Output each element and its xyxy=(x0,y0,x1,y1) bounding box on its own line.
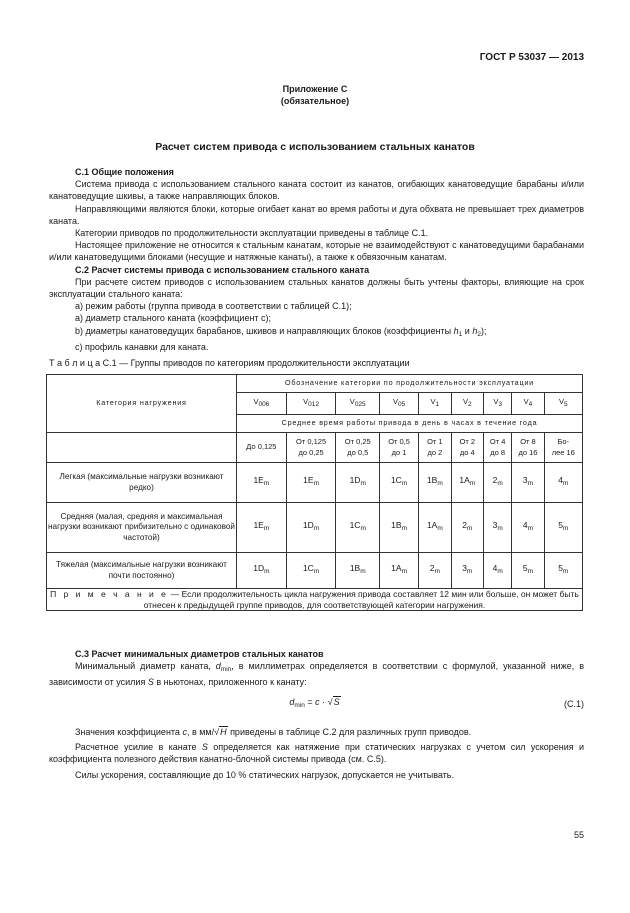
drive-group-sub: m xyxy=(562,480,569,488)
main-title: Расчет систем привода с использованием стальных канатов xyxy=(155,141,475,153)
drive-group-cell xyxy=(483,553,511,589)
c3-p2-a: Значения коэффициента xyxy=(75,727,183,737)
drive-group-sub: m xyxy=(313,480,319,488)
c2-item-c-pre: b) диаметры канатоведущих барабанов, шкивов и направляющих блоков (коэффициенты xyxy=(75,325,454,336)
load-category-label: Легкая (максимальные нагрузки возникают редко) xyxy=(47,463,237,503)
drive-group: 1B xyxy=(391,520,402,531)
drive-group-cell xyxy=(512,553,544,589)
hours-line-1: От 8 xyxy=(520,437,536,446)
drive-group-cell xyxy=(451,463,483,503)
drive-group-sub: m xyxy=(527,568,534,576)
drive-group: 3 xyxy=(462,563,467,574)
category-code-cell xyxy=(380,393,419,415)
hours-line-2: до 8 xyxy=(490,447,506,457)
drive-group: 1D xyxy=(302,520,314,531)
drive-group: 3 xyxy=(522,475,528,486)
table-row xyxy=(47,553,583,589)
s-symbol-2: S xyxy=(201,742,208,753)
drive-group-sub: m xyxy=(263,525,270,533)
formula-subscript: min xyxy=(294,702,305,709)
drive-group-cell xyxy=(451,553,483,589)
drive-group-cell xyxy=(336,553,380,589)
page-number: 55 xyxy=(573,830,584,840)
drive-group-cell xyxy=(419,503,451,553)
category-code-sub: 4 xyxy=(528,400,533,408)
drive-group: 1C xyxy=(302,563,314,574)
c3-paragraph-4: Силы ускорения, составляющие до 10 % статических нагрузок, допускается не учитывать. xyxy=(75,769,454,780)
hours-line-1: От 0,25 xyxy=(344,437,371,446)
drive-group: 1E xyxy=(303,475,314,486)
table-row xyxy=(47,503,583,553)
drive-group-sub: m xyxy=(437,525,443,533)
category-code-cell xyxy=(286,393,336,415)
h2-subscript: 2 xyxy=(477,330,481,338)
c2-item-c xyxy=(49,325,584,341)
drive-group-sub: m xyxy=(497,568,503,576)
drive-group-cell xyxy=(512,503,544,553)
drive-group: 1D xyxy=(253,563,265,574)
section-c2-heading: С.2 Расчет системы привода с использованием стального каната xyxy=(75,264,370,275)
hours-cell xyxy=(286,433,336,463)
table-caption xyxy=(49,358,410,368)
drive-group-sub: m xyxy=(437,480,443,488)
c2-item-c-post: ); xyxy=(480,325,487,336)
drive-group-sub: m xyxy=(263,480,270,488)
hours-line-1: От 1 xyxy=(427,437,443,446)
category-code-cell xyxy=(544,393,582,415)
c1-paragraph-4: Настоящее приложение не относится к стальным канатам, которые не взаимодействуют с канатоведущими барабанами и/или канатоведущими блоками (несущие и натяжные канаты), а также к обвязочным канатам. xyxy=(49,240,584,263)
formula-c1 xyxy=(0,697,630,709)
hours-line-1: От 4 xyxy=(489,437,506,446)
drive-group: 1B xyxy=(349,563,361,574)
hours-line-1: От 0,125 xyxy=(296,437,327,446)
drive-group-sub: m xyxy=(562,525,569,533)
drive-group-cell xyxy=(512,463,544,503)
c2-item-b: а) диаметр стального каната (коэффициент с); xyxy=(75,313,272,324)
c2-item-a: а) режим работы (группа привода в соответствии с таблицей С.1); xyxy=(75,301,352,312)
formula-equals: = xyxy=(304,697,316,707)
hours-line-1: До 0,125 xyxy=(246,442,277,452)
drive-group-cell xyxy=(451,503,483,553)
drive-group: 2 xyxy=(492,475,498,486)
c3-p2-d: приведены в таблице С.2 для различных групп приводов. xyxy=(227,727,472,737)
drive-group-cell xyxy=(237,553,287,589)
h2-symbol: h xyxy=(472,325,478,336)
drive-group: 1C xyxy=(390,475,402,486)
category-code-sub: 006 xyxy=(258,400,270,408)
section-c1 xyxy=(49,166,584,353)
drive-group-sub: m xyxy=(313,568,320,576)
drive-group: 5 xyxy=(522,563,528,574)
c1-paragraph-2: Направляющими являются блоки, которые огибает канат во время работы и дуга обхвата не превышает трех диаметров каната. xyxy=(49,203,584,226)
load-category-label: Тяжелая (максимальные нагрузки возникают почти постоянно) xyxy=(47,553,237,589)
c3-paragraph-1 xyxy=(49,660,584,688)
drive-group: 1A xyxy=(459,475,470,486)
drive-group-sub: m xyxy=(401,568,407,576)
drive-group-sub: m xyxy=(360,480,366,488)
category-code-sub: 05 xyxy=(397,400,406,408)
drive-group: 1B xyxy=(426,475,438,486)
h1-symbol: h xyxy=(453,325,459,336)
hours-line-2: до 0,25 xyxy=(298,447,324,457)
c2-item-d: с) профиль канавки для каната. xyxy=(75,341,209,352)
category-code-sub: 3 xyxy=(498,400,503,408)
drive-group-sub: m xyxy=(469,480,476,488)
c2-item-c-mid: и xyxy=(462,325,473,336)
formula-s: S xyxy=(333,697,340,707)
category-code: V xyxy=(430,396,436,406)
c3-p3-a: Расчетное усилие в канате xyxy=(75,742,202,753)
category-code-cell xyxy=(336,393,380,415)
c2-paragraph-1: При расчете систем приводов с использованием стальных канатов должны быть учтены факторы, влияющие на срок эксплуатации стального каната: xyxy=(49,276,584,300)
drive-group-cell xyxy=(237,463,287,503)
drive-group: 1E xyxy=(253,475,264,486)
formula-dot: · xyxy=(319,697,328,707)
hours-cell xyxy=(336,433,380,463)
hours-line-2: до 2 xyxy=(427,447,443,457)
drive-group: 4 xyxy=(522,520,528,531)
hours-line-2: до 0,5 xyxy=(347,447,369,457)
hours-cell xyxy=(380,433,419,463)
drive-group: 2 xyxy=(429,563,435,574)
s-symbol: S xyxy=(147,677,154,688)
category-code-cell xyxy=(483,393,511,415)
section-c3-cont xyxy=(49,726,584,781)
standard-number: ГОСТ Р 53037 — 2013 xyxy=(479,52,584,63)
drive-group-cell xyxy=(286,553,336,589)
note-prefix: П р и м е ч а н и е xyxy=(50,589,169,599)
category-code-cell xyxy=(512,393,544,415)
category-code: V xyxy=(392,396,398,406)
drive-groups-table xyxy=(46,374,583,611)
drive-group-sub: m xyxy=(401,480,408,488)
drive-group-sub: m xyxy=(527,525,534,533)
category-code: V xyxy=(349,396,355,406)
drive-group-cell xyxy=(380,463,419,503)
c3-p1-a: Минимальный диаметр каната, xyxy=(75,661,216,672)
category-code: V xyxy=(253,396,259,406)
drive-group: 5 xyxy=(558,520,563,531)
hours-cell xyxy=(544,433,582,463)
drive-group-sub: m xyxy=(360,568,366,576)
c-symbol: с xyxy=(182,727,187,737)
dmin-symbol: d xyxy=(215,661,221,672)
drive-group-sub: m xyxy=(497,480,503,488)
formula-d: d xyxy=(289,697,295,707)
hours-line-2: до 4 xyxy=(459,447,475,457)
drive-group-sub: m xyxy=(527,480,534,488)
formula-radical: √ xyxy=(327,697,333,707)
table-row xyxy=(47,463,583,503)
category-code-sub: 1 xyxy=(435,400,440,408)
c1-paragraph-1: Система привода с использованием стального каната состоит из канатов, огибающих канатоведущие барабаны и/или канатоведущие шкивы, а также направляющих блоков. xyxy=(49,179,584,202)
drive-group: 4 xyxy=(558,475,563,486)
drive-group-cell xyxy=(544,553,582,589)
category-code-sub: 012 xyxy=(308,400,320,408)
drive-group-cell xyxy=(336,503,380,553)
c1-paragraph-3: Категории приводов по продолжительности эксплуатации приведены в таблице С.1. xyxy=(75,228,429,239)
c3-p1-c: в ньютонах, приложенного к канату: xyxy=(153,677,307,688)
drive-group-cell xyxy=(380,553,419,589)
section-c3-heading: С.3 Расчет минимальных диаметров стальных канатов xyxy=(75,649,324,659)
drive-group-cell xyxy=(237,503,287,553)
table-note xyxy=(47,589,583,611)
category-code-sub: 025 xyxy=(354,400,366,408)
formula-number: (С.1) xyxy=(564,699,584,709)
drive-group-cell xyxy=(483,503,511,553)
c3-paragraph-2 xyxy=(49,726,584,738)
section-c3 xyxy=(49,648,584,689)
drive-group-cell xyxy=(286,463,336,503)
drive-group-sub: m xyxy=(562,568,569,576)
drive-group: 5 xyxy=(558,563,563,574)
category-code-sub: 2 xyxy=(467,400,472,408)
drive-group-cell xyxy=(380,503,419,553)
drive-group-sub: m xyxy=(466,568,473,576)
c3-paragraph-3 xyxy=(49,741,584,765)
h1-subscript: 1 xyxy=(458,330,463,338)
drive-group: 1E xyxy=(253,520,264,531)
hours-header: Среднее время работы привода в день в часах в течение года xyxy=(237,415,583,433)
hours-cell xyxy=(451,433,483,463)
hours-cell xyxy=(483,433,511,463)
hours-line-1: Бо- xyxy=(557,437,570,446)
drive-group-sub: m xyxy=(466,525,473,533)
dmin-subscript: min xyxy=(220,666,232,674)
category-code: V xyxy=(303,396,309,406)
group-header: Обозначение категории по продолжительности эксплуатации xyxy=(237,375,583,393)
drive-group: 1A xyxy=(391,563,402,574)
category-code-cell xyxy=(451,393,483,415)
drive-group-sub: m xyxy=(360,525,366,533)
hours-cell xyxy=(512,433,544,463)
c3-p2-b: , в мм/ xyxy=(186,727,215,737)
drive-group: 1D xyxy=(349,475,361,486)
drive-group-sub: m xyxy=(434,568,440,576)
hours-line-1: От 0,5 xyxy=(388,437,410,446)
c3-p1-b: , в миллиметрах определяется в соответствии с формулой, указанной ниже, в зависимости от усилия xyxy=(49,661,584,688)
c3-p3-b: определяется как натяжение при статических нагрузках с учетом сил ускорения и коэффициента полезного действия канатно-блочной системы привода (см. С.5). xyxy=(49,742,584,765)
category-code-sub: 5 xyxy=(563,400,568,408)
hours-line-2: лее 16 xyxy=(551,447,575,457)
formula-c: c xyxy=(315,697,320,707)
category-code: V xyxy=(523,396,529,406)
drive-group-sub: m xyxy=(313,525,320,533)
section-c1-heading: С.1 Общие положения xyxy=(75,167,174,177)
hours-cell xyxy=(419,433,451,463)
category-code-cell xyxy=(419,393,451,415)
category-code: V xyxy=(558,396,564,406)
hours-line-2: до 16 xyxy=(518,447,538,457)
drive-group-cell xyxy=(544,463,582,503)
drive-group: 1A xyxy=(426,520,438,531)
appendix-status: (обязательное) xyxy=(280,96,350,106)
drive-group-cell xyxy=(286,503,336,553)
hours-row-spacer xyxy=(47,433,237,463)
drive-group-sub: m xyxy=(264,568,270,576)
category-code: V xyxy=(462,396,468,406)
drive-group: 1C xyxy=(349,520,361,531)
category-code: V xyxy=(493,396,499,406)
category-code-cell xyxy=(237,393,287,415)
drive-group-cell xyxy=(336,463,380,503)
load-category-label: Средняя (малая, средняя и максимальная нагрузки возникают прибизительно с одинаковой частотой) xyxy=(47,503,237,553)
drive-group: 3 xyxy=(492,520,498,531)
drive-group: 2 xyxy=(462,520,467,531)
drive-group-cell xyxy=(544,503,582,553)
drive-group-cell xyxy=(419,553,451,589)
note-text: — Если продолжительность цикла нагружения привода составляет 12 мин или больше, он может быть отнесен к предыдущей группе приводов, для соответствующей категории нагружения. xyxy=(143,589,579,610)
drive-group: 4 xyxy=(492,563,498,574)
drive-group-sub: m xyxy=(401,525,407,533)
appendix-title: Приложение С xyxy=(282,84,348,94)
drive-group-sub: m xyxy=(497,525,503,533)
h-symbol: H xyxy=(220,727,227,737)
drive-group-cell xyxy=(483,463,511,503)
hours-line-2: до 1 xyxy=(391,447,407,457)
drive-group-cell xyxy=(419,463,451,503)
hours-cell xyxy=(237,433,287,463)
table-caption-text: С.1 — Группы приводов по категориям продолжительности эксплуатации xyxy=(100,358,410,368)
p2-radical: √ xyxy=(214,727,220,737)
hours-line-1: От 2 xyxy=(459,437,476,446)
category-header: Категория нагружения xyxy=(47,375,237,433)
table-caption-prefix: Т а б л и ц а xyxy=(49,358,101,368)
